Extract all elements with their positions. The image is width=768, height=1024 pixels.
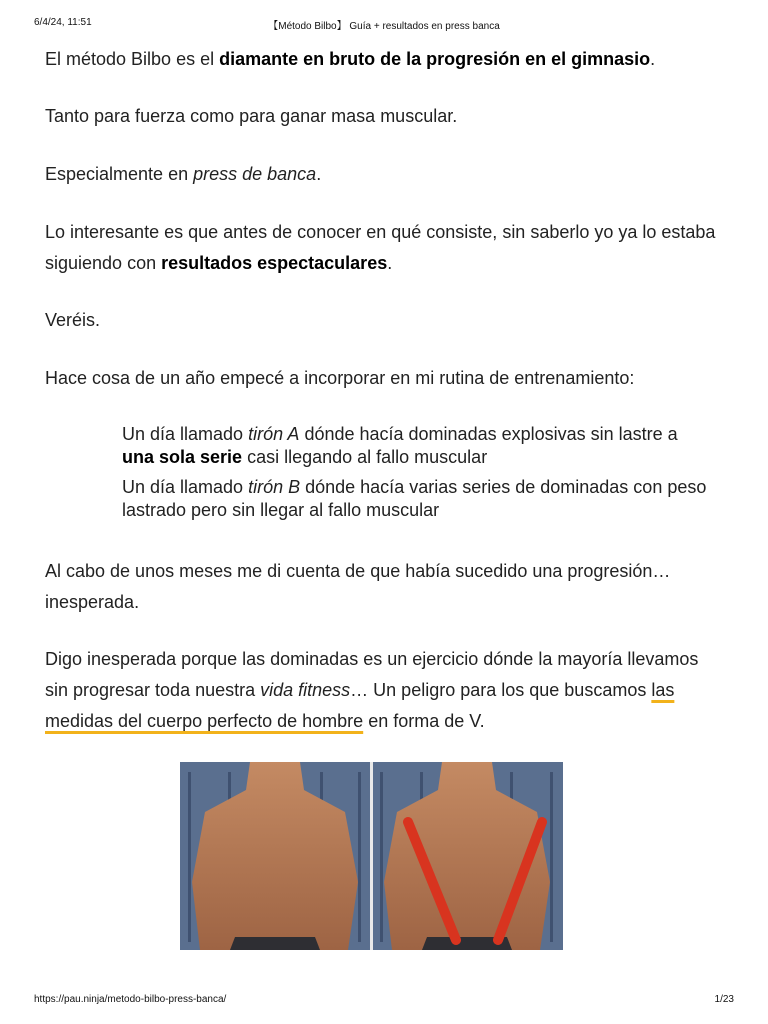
bold-text: una sola serie [122,447,243,467]
italic-text: tirón A [248,424,300,444]
paragraph-interesting: Lo interesante es que antes de conocer en qué consiste, sin saberlo yo ya lo estaba siguiendo con resultados espectaculares. [45,222,716,273]
bold-text: diamante en bruto de la progresión en el gimnasio [219,49,651,69]
paragraph-strength: Tanto para fuerza como para ganar masa muscular. [45,106,458,126]
torso-comparison-image [180,762,563,950]
paragraph-bench: Especialmente en press de banca. [45,164,322,184]
print-page-title: 【Método Bilbo】 Guía + resultados en press banca [268,21,500,32]
italic-text: vida fitness [260,680,351,700]
v-shape-torso-photo [180,762,563,950]
list-item: Un día llamado tirón A dónde hacía dominadas explosivas sin lastre a una sola serie casi llegando al fallo muscular [122,424,678,467]
italic-text: press de banca [193,164,317,184]
list-item: Un día llamado tirón B dónde hacía varias series de dominadas con peso lastrado pero sin llegar al fallo muscular [122,477,707,520]
paragraph-vereis: Veréis. [45,310,101,330]
italic-text: tirón B [248,477,301,497]
shorts-left [230,937,320,950]
paragraph-intro: El método Bilbo es el diamante en bruto de la progresión en el gimnasio. [45,49,656,69]
image-divider [370,762,373,950]
print-page-number: 1/23 [714,994,734,1005]
link-perfect-body[interactable]: las medidas del cuerpo perfecto de hombre [45,680,675,731]
paragraph-routine: Hace cosa de un año empecé a incorporar en mi rutina de entrenamiento: [45,368,635,388]
print-datetime: 6/4/24, 11:51 [34,17,92,28]
paragraph-unexpected: Digo inesperada porque las dominadas es un ejercicio dónde la mayoría llevamos sin progresar toda nuestra vida fitness… Un peligro para los que buscamos las medidas del cuerpo perfecto de hombre en forma de V. [45,649,699,731]
bold-text: resultados espectaculares [161,253,388,273]
print-url: https://pau.ninja/metodo-bilbo-press-banca/ [34,994,227,1005]
paragraph-progression: Al cabo de unos meses me di cuenta de que había sucedido una progresión… inesperada. [45,561,671,612]
routine-list [122,423,712,529]
